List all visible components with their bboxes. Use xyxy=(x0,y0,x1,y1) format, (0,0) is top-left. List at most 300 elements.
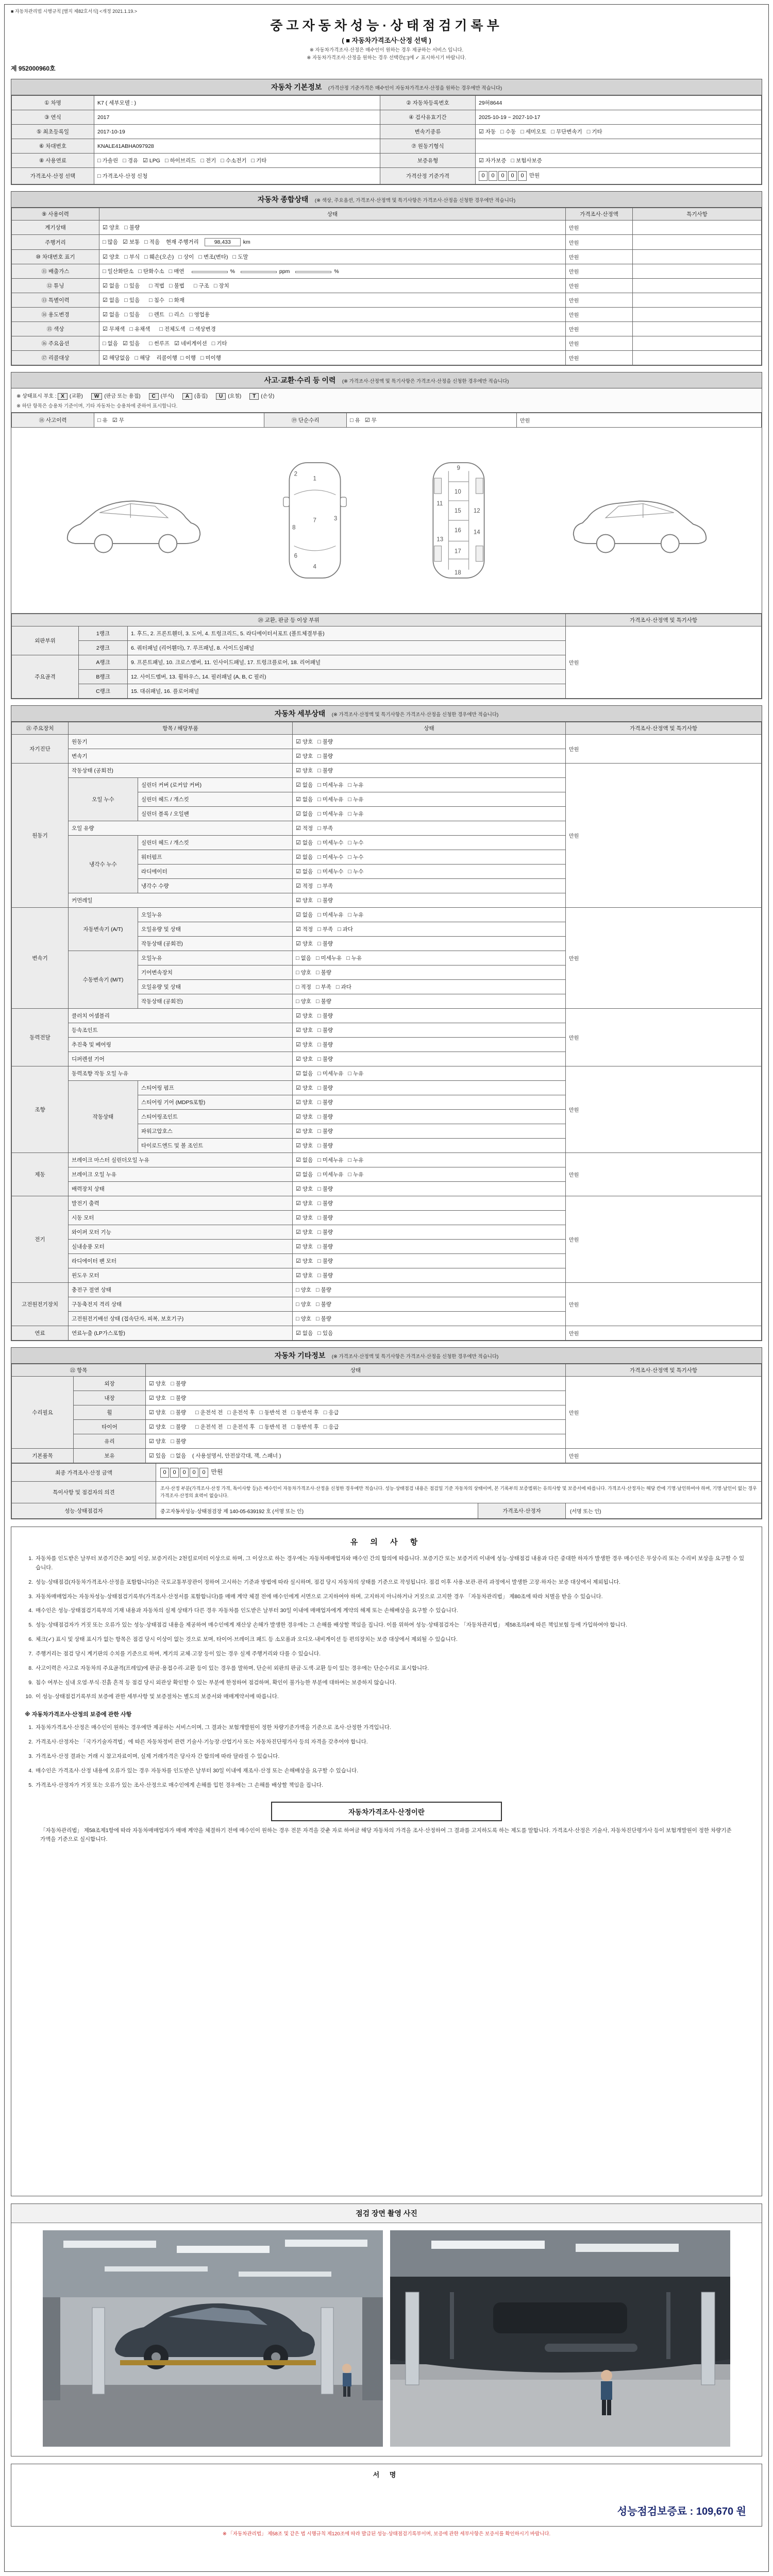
appraiser-role: 가격조사·산정자 xyxy=(478,1503,565,1519)
digit-box: 0 xyxy=(518,171,527,181)
row-state xyxy=(99,322,566,336)
price-value: 만원 xyxy=(566,293,633,308)
field-label: ② 자동차등록번호 xyxy=(380,96,476,110)
text-segment xyxy=(144,312,146,318)
empty-box-icon: □ xyxy=(586,129,591,135)
svg-text:12: 12 xyxy=(473,508,480,514)
empty-box-icon: □ xyxy=(348,782,352,788)
damage-code-icon: U xyxy=(216,393,226,400)
notice-text: 성능·상태점검자가 거짓 또는 오류가 있는 성능·상태점검 내용을 제공하여 매수인에게 재산상 손해가 발생한 경우에는 그 손해를 배상할 책임을 집니다. 이를 위하여 성능·상태점검자는 「자동차관리법」 제58조의4에 따른 책임보험 등에 가입하여야 합니다. xyxy=(36,1622,627,1629)
subgroup-label: 자동변속기 (A/T) xyxy=(69,908,138,951)
row-state xyxy=(146,1377,566,1391)
checkbox-label: 적정 xyxy=(300,984,311,990)
checked-box-icon: ☑ xyxy=(479,129,484,135)
checkbox-label: 적정 xyxy=(302,926,313,933)
empty-box-icon: □ xyxy=(149,283,153,289)
empty-box-icon: □ xyxy=(124,254,128,260)
notice-text: 이 성능·상태점검기록부의 보증에 관한 세부사항 및 보증절차는 별도의 보증서와 매매계약서에 따릅니다. xyxy=(36,1693,279,1700)
text-segment xyxy=(191,1410,192,1416)
checkbox-option xyxy=(103,282,120,290)
empty-box-icon: □ xyxy=(317,1128,321,1134)
checkbox-option xyxy=(348,1156,363,1164)
notice-text: 가격조사·산정 결과는 거래 시 참고자료이며, 실제 거래가격은 당사자 간 합의에 따라 달라질 수 있습니다. xyxy=(36,1753,280,1759)
checkbox-option xyxy=(171,1394,186,1402)
item-state xyxy=(293,937,566,951)
checkbox-option xyxy=(317,1214,333,1222)
empty-box-icon: □ xyxy=(317,1071,321,1077)
basic-info-row xyxy=(12,139,762,154)
field-value xyxy=(94,125,380,139)
checkbox-label: 있음 xyxy=(129,341,140,347)
empty-box-icon: □ xyxy=(259,1424,263,1430)
checkbox-option xyxy=(317,1041,333,1048)
checkbox-label: 양호 xyxy=(302,1114,313,1120)
checkbox-label: 무 xyxy=(119,417,124,423)
checkbox-label: 없음 xyxy=(302,854,313,860)
item-state xyxy=(293,1124,566,1139)
item-state xyxy=(293,764,566,778)
checkbox-label: 네비게이션 xyxy=(181,341,207,347)
item-label: 고전원전기배선 상태 (접속단자, 피복, 보호기구) xyxy=(69,1312,293,1326)
empty-box-icon: □ xyxy=(171,1410,174,1416)
checkbox-option xyxy=(317,868,343,875)
damage-code-icon: T xyxy=(249,393,259,400)
item-label: 충전구 절연 상태 xyxy=(69,1283,293,1297)
item-state xyxy=(293,1153,566,1167)
item-label: 작동상태 (공회전) xyxy=(138,937,293,951)
column-price: 가격조사·산정액 xyxy=(566,208,633,221)
checkbox-option xyxy=(317,1026,333,1034)
checkbox-option xyxy=(551,128,582,135)
item-label: 스티어링 펌프 xyxy=(138,1081,293,1095)
checked-box-icon: ☑ xyxy=(296,825,301,832)
damage-code-description: (교환) xyxy=(69,394,83,399)
empty-box-icon: □ xyxy=(348,1071,352,1077)
item-label: 오일유량 및 상태 xyxy=(138,980,293,994)
field-label: ① 차명 xyxy=(12,96,94,110)
checkbox-option xyxy=(195,1409,223,1416)
section-detail-title-bar xyxy=(11,706,762,722)
price-value: 만원 xyxy=(566,1449,762,1463)
checkbox-option xyxy=(317,896,333,904)
checkbox-option xyxy=(317,1199,333,1207)
checkbox-option xyxy=(316,1315,331,1323)
checked-box-icon: ☑ xyxy=(296,1186,301,1192)
checked-box-icon: ☑ xyxy=(296,739,301,745)
item-label: 실린더 헤드 / 개스킷 xyxy=(138,836,293,850)
remarks-value xyxy=(633,322,762,336)
checkbox-label: 적정 xyxy=(302,825,313,832)
field-label: 보증유형 xyxy=(380,154,476,168)
checkbox-option xyxy=(296,1315,311,1323)
checkbox-label: 양호 xyxy=(302,1186,313,1192)
row-label: ⑩ 차대번호 표기 xyxy=(12,250,99,264)
empty-box-icon: □ xyxy=(317,1215,321,1221)
checkbox-label: 불량 xyxy=(322,941,333,947)
empty-box-icon: □ xyxy=(296,1301,299,1308)
checkbox-label: 자가보증 xyxy=(485,158,507,164)
basic-info-row xyxy=(12,110,762,125)
checkbox-option xyxy=(227,1409,255,1416)
notice-number: 3. xyxy=(28,1593,33,1600)
checkbox-option xyxy=(296,1257,313,1265)
checkbox-label: 없음 xyxy=(302,1330,313,1336)
checkbox-option xyxy=(296,1228,313,1236)
empty-box-icon: □ xyxy=(189,312,193,318)
item-label: 클러치 어셈블리 xyxy=(69,1009,293,1023)
checkbox-label: 응급 xyxy=(328,1410,339,1416)
empty-box-icon: □ xyxy=(315,1301,320,1308)
condition-row xyxy=(12,322,762,336)
empty-box-icon: □ xyxy=(123,158,126,164)
checkbox-label: 양호 xyxy=(300,1316,311,1322)
row-state xyxy=(146,1391,566,1405)
checkbox-label: 양호 xyxy=(155,1424,166,1430)
checkbox-label: 불량 xyxy=(321,1287,331,1293)
checkbox-option xyxy=(200,157,216,164)
checkbox-label: 없음 xyxy=(302,840,313,846)
notice-item xyxy=(25,1679,748,1688)
checkbox-label: 불량 xyxy=(322,1186,333,1192)
checkbox-option xyxy=(317,1127,333,1135)
text-segment: 현재 주행거리 xyxy=(164,239,199,245)
checked-box-icon: ☑ xyxy=(296,1157,301,1163)
checkbox-label: 누유 xyxy=(353,1071,364,1077)
price-option-subtitle: ( ■ 자동차가격조사·산정 선택 ) xyxy=(342,37,431,44)
checkbox-label: 없음 xyxy=(302,1071,313,1077)
checkbox-label: 변조(변타) xyxy=(203,254,228,260)
digit-box: 0 xyxy=(180,1468,189,1478)
checkbox-option xyxy=(348,1171,363,1178)
checkbox-option xyxy=(296,969,311,976)
checkbox-option xyxy=(317,810,343,818)
text-segment: KNALE41ABHA097928 xyxy=(97,143,154,149)
checked-box-icon: ☑ xyxy=(103,297,108,303)
column-device: ㉑ 주요장치 xyxy=(12,722,69,735)
field-label: 가격조사·산정 선택 xyxy=(12,168,94,184)
checkbox-option xyxy=(336,983,351,991)
checkbox-option xyxy=(259,1423,287,1431)
page-title: 중고자동차성능·상태점검기록부 xyxy=(270,19,503,33)
item-label: 타이로드엔드 및 볼 조인트 xyxy=(138,1139,293,1153)
empty-box-icon: □ xyxy=(149,341,153,347)
item-label: 휠 xyxy=(74,1405,146,1420)
empty-box-icon: □ xyxy=(169,312,173,318)
condition-row xyxy=(12,235,762,250)
checkbox-option xyxy=(227,1423,255,1431)
row-state xyxy=(146,1405,566,1420)
panel-group-label: 주요골격 xyxy=(12,655,79,699)
checkbox-option xyxy=(124,282,140,290)
checkbox-label: 양호 xyxy=(155,1381,166,1387)
item-state xyxy=(293,1110,566,1124)
checkbox-label: 불량 xyxy=(322,1273,333,1279)
notice-number: 2. xyxy=(28,1579,33,1585)
price-value: 만원 xyxy=(566,221,633,235)
empty-box-icon: □ xyxy=(178,254,182,260)
empty-box-icon: □ xyxy=(315,955,320,961)
empty-box-icon: □ xyxy=(171,1438,174,1445)
checkbox-label: 불량 xyxy=(321,1316,331,1322)
section-detail-note: (※ 가격조사·산정액 및 특기사항은 가격조사·산정을 신청한 경우에만 적습니다) xyxy=(331,712,499,718)
checked-box-icon: ☑ xyxy=(296,811,301,817)
checkbox-option xyxy=(296,1185,313,1193)
detail-row xyxy=(12,764,762,778)
item-state xyxy=(293,1066,566,1081)
checkbox-option xyxy=(317,795,343,803)
checkbox-label: 미세누유 xyxy=(322,811,344,817)
checkbox-option xyxy=(174,340,207,347)
checked-box-icon: ☑ xyxy=(296,1071,301,1077)
notice-text: 침수 여부는 실내 오염·부식·진흙 흔적 등 점검 당시 외관상 확인할 수 있는 부분에 한정하여 점검하며, 확인이 불가능한 부분에 대하여는 보증하지 않습니다. xyxy=(36,1679,397,1686)
checkbox-option xyxy=(296,752,313,760)
checkbox-label: 불량 xyxy=(322,1229,333,1235)
item-label: 오일 유량 xyxy=(69,821,293,836)
checkbox-option xyxy=(317,1272,333,1279)
checkbox-option xyxy=(97,416,108,424)
checkbox-label: 동반석 후 xyxy=(296,1424,319,1430)
checkbox-option xyxy=(317,824,333,832)
section-etc-title-bar xyxy=(11,1348,762,1364)
rank-row xyxy=(12,626,762,641)
checkbox-label: 양호 xyxy=(300,1287,311,1293)
checkbox-option xyxy=(296,868,313,875)
checkbox-option xyxy=(296,1286,311,1294)
fee-value: 109,670 원 xyxy=(696,2506,746,2517)
checkbox-label: 부족 xyxy=(322,825,333,832)
item-state xyxy=(293,1240,566,1254)
checkbox-label: 적음 xyxy=(149,239,160,245)
empty-box-icon: □ xyxy=(138,268,142,275)
detail-row xyxy=(12,1196,762,1211)
empty-box-icon: □ xyxy=(97,173,101,179)
item-label: 작동상태 (공회전) xyxy=(69,764,293,778)
checkbox-option xyxy=(251,157,267,164)
checkbox-label: 불법 xyxy=(174,283,184,289)
checkbox-option xyxy=(124,296,140,304)
checked-box-icon: ☑ xyxy=(364,417,370,423)
notice-item xyxy=(25,1592,748,1602)
section-basic-title-bar xyxy=(11,79,762,95)
detail-row xyxy=(12,1153,762,1167)
section-etc-title: 자동차 기타정보 xyxy=(274,1351,326,1360)
checkbox-label: 양호 xyxy=(109,254,120,260)
checkbox-label: 불량 xyxy=(322,1128,333,1134)
row-state xyxy=(94,413,264,428)
damage-code-description: (흠집) xyxy=(194,394,208,399)
checkbox-option xyxy=(103,296,120,304)
legend-item xyxy=(58,394,83,399)
checkbox-label: 운전석 전 xyxy=(200,1410,223,1416)
row-label: 계기상태 xyxy=(12,221,99,235)
legend-label: ※ 상태표시 부호 : xyxy=(16,394,57,399)
checked-box-icon: ☑ xyxy=(296,1172,301,1178)
field-value xyxy=(476,168,762,184)
checkbox-label: 양호 xyxy=(302,768,313,774)
empty-box-icon: □ xyxy=(315,1316,320,1322)
checkbox-option xyxy=(317,1084,333,1092)
checkbox-label: 훼손(오손) xyxy=(149,254,174,260)
empty-box-icon: □ xyxy=(317,1056,321,1062)
empty-box-icon: □ xyxy=(317,1027,321,1033)
item-state xyxy=(293,792,566,807)
device-label: 동력전달 xyxy=(12,1009,69,1066)
checkbox-option xyxy=(317,925,333,933)
subgroup-label: 냉각수 누수 xyxy=(69,836,138,893)
checkbox-option xyxy=(296,925,313,933)
item-state xyxy=(293,965,566,980)
notice-text: 사고이력은 사고로 자동차의 주요골격(프레임)에 판금·용접수리·교환 등이 있는 경우를 말하며, 단순히 외판의 판금·도색·교환 등이 있는 경우에는 단순수리로 표시합니다. xyxy=(36,1665,429,1671)
inspection-photo-section xyxy=(11,2204,762,2456)
subgroup-label: 수동변속기 (M/T) xyxy=(69,951,138,1009)
item-label: 스티어링조인트 xyxy=(138,1110,293,1124)
checkbox-option xyxy=(149,1394,166,1402)
checkbox-label: 불량 xyxy=(322,1114,333,1120)
empty-box-icon: □ xyxy=(348,796,352,803)
report-document xyxy=(4,4,769,2572)
checkbox-label: 하이브리드 xyxy=(170,158,196,164)
empty-box-icon: □ xyxy=(291,1424,295,1430)
item-label: 등속조인트 xyxy=(69,1023,293,1038)
price-value: 만원 xyxy=(566,264,633,279)
inspection-photo-2 xyxy=(390,2230,730,2447)
checkbox-label: 불량 xyxy=(129,225,140,231)
definition-text: 「자동차관리법」 제58조제1항에 따라 자동차매매업자가 매매 계약을 체결하기 전에 매수인이 원하는 경우 전문 자격을 갖춘 자로 하여금 해당 자동차의 가격을 조사·산정하여 그 결과를 고지하도록 하는 제도를 말합니다. 가격조사·산정은 기술사, 자동차진단평가사 등이 보험개발원이 정한 차량기준가액을 기준으로 실시합니다. xyxy=(40,1827,732,1843)
checkbox-option xyxy=(195,1423,223,1431)
price-value: 만원 xyxy=(566,1196,762,1283)
notice-text: 매수인은 성능·상태점검기록부의 기재 내용과 자동차의 실제 상태가 다른 경우 자동차를 인도받은 날부터 30일 이내에 매매업자에게 계약의 해제 또는 손해배상을 요구할 수 있습니다. xyxy=(36,1607,458,1614)
item-state xyxy=(293,1139,566,1153)
checkbox-option xyxy=(296,1026,313,1034)
item-state xyxy=(293,1023,566,1038)
text-segment: ppm xyxy=(279,268,290,275)
digit-box: 0 xyxy=(489,171,497,181)
checkbox-option xyxy=(123,157,138,164)
item-label: 라디에이터 팬 모터 xyxy=(69,1254,293,1268)
checked-box-icon: ☑ xyxy=(103,312,108,318)
checkbox-option xyxy=(178,253,194,261)
rank-label: 2랭크 xyxy=(79,641,128,655)
checkbox-label: 전기 xyxy=(205,158,216,164)
checkbox-option xyxy=(296,911,313,919)
checkbox-label: 장치 xyxy=(219,283,229,289)
empty-box-icon: □ xyxy=(317,1143,321,1149)
checked-box-icon: ☑ xyxy=(296,753,301,759)
checkbox-label: 기타 xyxy=(592,129,602,135)
checkbox-label: 유 xyxy=(102,417,108,423)
checkbox-label: 누유 xyxy=(353,1172,364,1178)
condition-header-row xyxy=(12,208,762,221)
basic-info-row xyxy=(12,168,762,184)
checked-box-icon: ☑ xyxy=(296,1258,301,1264)
rank-parts: 9. 프론트패널, 10. 크로스멤버, 11. 인사이드패널, 17. 트렁크플로어, 18. 리어패널 xyxy=(128,655,566,670)
checkbox-label: 썬루프 xyxy=(154,341,170,347)
notice-number: 1. xyxy=(28,1555,33,1562)
item-state xyxy=(293,994,566,1009)
empty-box-icon: □ xyxy=(317,768,321,774)
checkbox-option xyxy=(103,325,125,333)
checked-box-icon: ☑ xyxy=(296,1244,301,1250)
checkbox-label: 없음 xyxy=(109,283,120,289)
detail-row xyxy=(12,735,762,749)
item-label: 와이퍼 모터 기능 xyxy=(69,1225,293,1240)
column-item: 항목 / 해당부품 xyxy=(69,722,293,735)
notice-list xyxy=(25,1554,748,1702)
empty-box-icon: □ xyxy=(227,1424,231,1430)
empty-box-icon: □ xyxy=(103,239,106,245)
checkbox-label: 없음 xyxy=(302,1172,313,1178)
checkbox-label: 미세누유 xyxy=(322,796,344,803)
item-label: 보유 xyxy=(74,1449,146,1463)
checkbox-label: 양호 xyxy=(302,1229,313,1235)
checkbox-option xyxy=(214,282,229,290)
checkbox-label: 누유 xyxy=(353,1157,364,1163)
row-label: ⑪ 배출가스 xyxy=(12,264,99,279)
checkbox-label: 없음 xyxy=(302,796,313,803)
empty-box-icon: □ xyxy=(195,1410,199,1416)
checkbox-option xyxy=(233,253,248,261)
checked-box-icon: ☑ xyxy=(296,941,301,947)
checkbox-option xyxy=(190,325,216,333)
checkbox-label: 양호 xyxy=(302,1013,313,1019)
row-state xyxy=(146,1449,566,1463)
svg-text:2: 2 xyxy=(294,471,297,478)
checked-box-icon: ☑ xyxy=(174,341,180,347)
empty-box-icon: □ xyxy=(317,1273,321,1279)
checkbox-option xyxy=(348,853,363,861)
checkbox-label: 누유 xyxy=(353,912,364,918)
remarks-value xyxy=(633,308,762,322)
checked-box-icon: ☑ xyxy=(296,1215,301,1221)
checked-box-icon: ☑ xyxy=(296,1099,301,1106)
checkbox-label: 불량 xyxy=(322,1200,333,1207)
report-header xyxy=(11,15,762,61)
checkbox-label: 기타 xyxy=(256,158,267,164)
checkbox-label: 양호 xyxy=(302,1027,313,1033)
checkbox-option xyxy=(159,325,185,333)
bottom-legal-note: ※ 「자동차관리법」 제58조 및 같은 법 시행규칙 제120조에 따라 발급된 성능·상태점검기록부이며, 보증에 관한 세부사항은 보증서를 확인하시기 바랍니다. xyxy=(222,2531,551,2537)
empty-box-icon: □ xyxy=(317,926,321,933)
field-value xyxy=(476,125,762,139)
price-value: 만원 xyxy=(566,250,633,264)
checkbox-label: 양호 xyxy=(302,1042,313,1048)
empty-box-icon: □ xyxy=(221,158,224,164)
checkbox-label: 없음 xyxy=(107,341,118,347)
item-label: 디퍼렌셜 기어 xyxy=(69,1052,293,1066)
item-state xyxy=(293,1052,566,1066)
checkbox-label: 무단변속기 xyxy=(556,129,582,135)
empty-box-icon: □ xyxy=(317,1186,321,1192)
checkbox-option xyxy=(129,325,150,333)
section-overall-condition xyxy=(11,191,762,366)
checkbox-label: 유 xyxy=(355,417,360,423)
remarks-value xyxy=(633,264,762,279)
section-basic-info xyxy=(11,79,762,185)
panel-group-label: 외판부위 xyxy=(12,626,79,655)
item-label: 브레이크 마스터 실린더오일 누유 xyxy=(69,1153,293,1167)
empty-box-icon: □ xyxy=(124,312,128,318)
empty-box-icon: □ xyxy=(291,1410,295,1416)
checkbox-label: 불량 xyxy=(322,1244,333,1250)
notice-text: 자동차를 인도받은 날부터 보증기간은 30일 이상, 보증거리는 2천킬로미터 이상으로 하며, 그 이상으로 하는 경우에는 자동차매매업자와 매수인 간의 합의에 따릅니다. 보증기간 또는 보증거리 이내에 성능·상태점검 내용과 다른 중대한 하자가 발생한 경우 매수인은 무상수리 또는 수리비 보상을 요구할 수 있습니다. xyxy=(36,1555,745,1571)
checkbox-option xyxy=(587,128,602,135)
notice-sub-title: ※ 자동차가격조사·산정의 보증에 관한 사항 xyxy=(25,1711,132,1718)
item-state xyxy=(293,951,566,965)
checkbox-label: 운전석 후 xyxy=(232,1410,255,1416)
checkbox-label: 누수 xyxy=(353,840,364,846)
row-label: ⑰ 리콜대상 xyxy=(12,351,99,365)
checkbox-label: 부식 xyxy=(129,254,140,260)
